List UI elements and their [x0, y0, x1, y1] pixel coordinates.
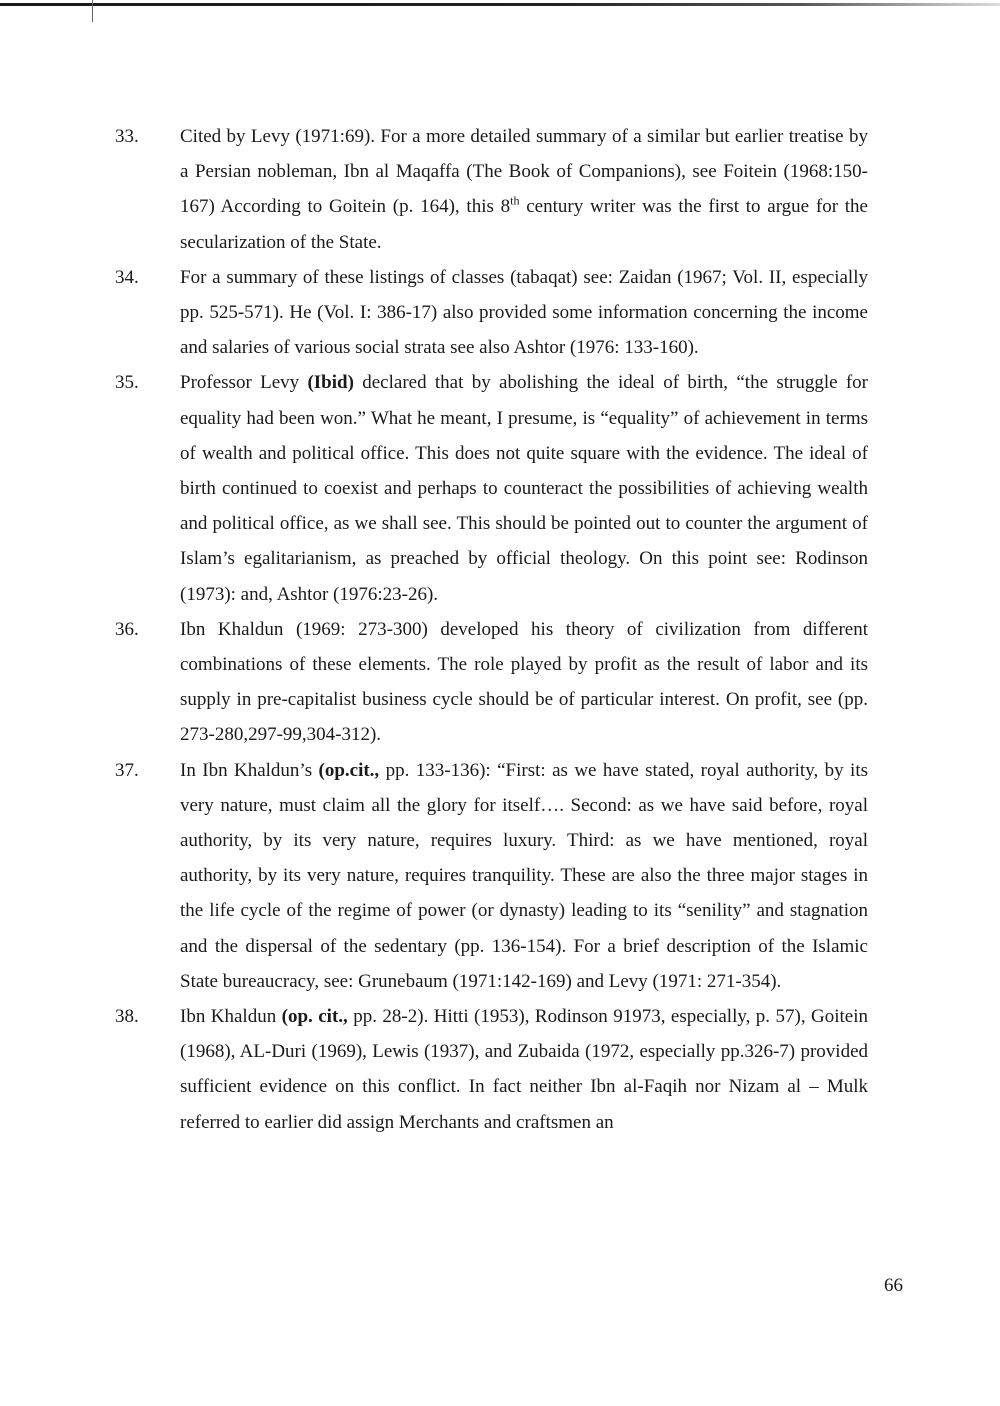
text-segment: declared that by abolishing the ideal of birth, “the struggle for equality had been won.” What he meant, I presume, is “equality” of achievement in terms of wealth and political office. This does not quite square with the evidence. The ideal of birth continued to coexist and perhaps to counteract the possibilities of achieving wealth and political office, as we shall see. This should be pointed out to counter the argument of Islam’s egalitarianism, as preached by official theology. On this point see: Rodinson (1973): and, Ashtor (1976:23-26). — [180, 372, 869, 605]
endnote-number: 36. — [115, 618, 139, 640]
margin-tick — [92, 0, 93, 22]
endnote-37 — [0, 753, 1000, 999]
endnote-33 — [0, 119, 1000, 260]
text-segment: Ibn Khaldun — [180, 1006, 282, 1028]
text-segment: In Ibn Khaldun’s — [180, 759, 319, 781]
endnotes-list — [0, 119, 1000, 1140]
endnote-text — [180, 119, 868, 260]
endnote-text — [180, 612, 868, 753]
endnote-text — [180, 365, 868, 611]
text-segment: Cited by Levy (1971:69). For a more detailed summary of a similar but earlier treatise by a Persian nobleman, Ibn al Maqaffa (The Book of Companions), see Foitein (1968:150-167) According to Goitein (p. 164), this 8 — [180, 126, 868, 218]
endnote-number: 37. — [115, 759, 139, 781]
endnote-36 — [0, 612, 1000, 753]
endnote-34 — [0, 260, 1000, 366]
endnote-number: 33. — [115, 126, 139, 147]
endnote-35 — [0, 365, 1000, 611]
text-segment: pp. 133-136): “First: as we have stated, royal authority, by its very nature, must claim all the glory for itself…. Second: as we have said before, royal authority, by its very nature, requires luxury. Third: as we have mentioned, royal authority, by its very nature, requires tranquility. These are also the three major stages in the life cycle of the regime of power (or dynasty) leading to its “senility” and stagnation and the dispersal of the sedentary (pp. 136-154). For a brief description of the Islamic State bureaucracy, see: Grunebaum (1971:142-169) and Levy (1971: 271-354). — [180, 759, 868, 992]
endnote-number: 34. — [115, 266, 139, 288]
superscript-text: th — [510, 194, 520, 209]
text-segment: Ibn Khaldun (1969: 273-300) developed his theory of civilization from different combinations of these elements. The role played by profit as the result of labor and its supply in pre-capitalist business cycle should be of particular interest. On profit, see (pp. 273-280,297-99,304-312). — [180, 618, 868, 746]
text-segment: For a summary of these listings of classes (tabaqat) see: Zaidan (1967; Vol. II, especially pp. 525-571). He (Vol. I: 386-17) also provided some information concerning the income and salaries of various social strata see also Ashtor (1976: 133-160). — [180, 266, 868, 359]
top-rule — [0, 3, 1000, 6]
endnote-number: 38. — [115, 1006, 139, 1028]
endnote-text — [180, 260, 868, 366]
text-segment: pp. 28-2). Hitti (1953), Rodinson 91973, especially, p. 57), Goitein (1968), AL-Duri (1969), Lewis (1937), and Zubaida (1972, especially pp.326-7) provided sufficient evidence on this conflict. In fact neither Ibn al-Faqih nor Nizam al – Mulk referred to earlier did assign Merchants and craftsmen an — [180, 1006, 869, 1133]
bold-citation: (op. cit., — [281, 1006, 348, 1028]
endnote-text — [180, 999, 868, 1140]
page-number: 66 — [884, 1275, 903, 1296]
endnote-38 — [0, 999, 1000, 1140]
bold-citation: (op.cit., — [318, 759, 380, 781]
text-segment: century writer was the first to argue for the secularization of the State. — [180, 196, 868, 253]
bold-citation: (Ibid) — [307, 372, 354, 394]
endnote-text — [180, 753, 868, 999]
endnote-number: 35. — [115, 372, 139, 394]
text-segment: Professor Levy — [180, 372, 308, 394]
